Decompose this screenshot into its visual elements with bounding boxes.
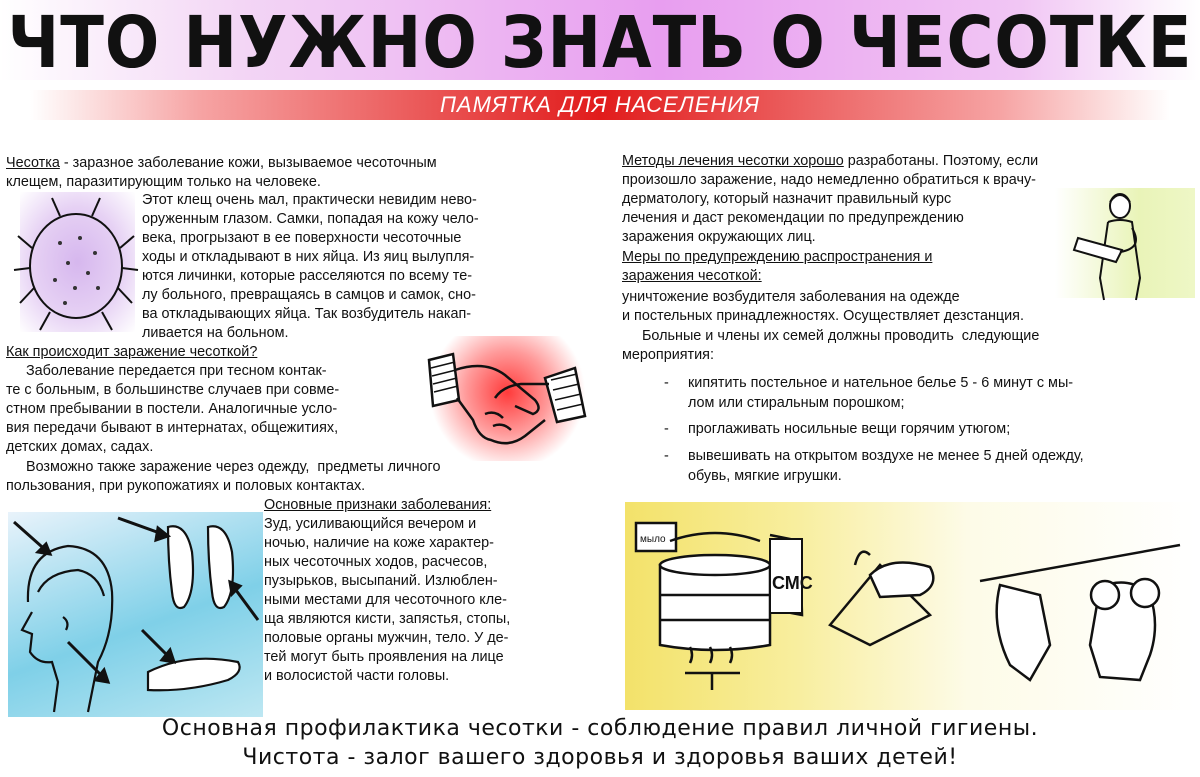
signs-text-8: тей могут быть проявления на лице (264, 649, 504, 665)
signs-text-3: ных чесоточных ходов, расчесов, (264, 554, 488, 570)
list-dash-1: - (664, 375, 669, 391)
prevention-heading-2: заражения чесоткой: (622, 268, 762, 284)
infection-text-3: стном пребывании в постели. Аналогичные усло- (6, 401, 338, 417)
mite-text-3: века, прогрызают в ее поверхности чесоточные (142, 230, 462, 246)
prevention-text-1: уничтожение возбудителя заболевания на одежде (622, 289, 960, 305)
methods-text-4: заражения окружающих лиц. (622, 229, 816, 245)
footer-line-1: Основная профилактика чесотки - соблюдение правил личной гигиены. (161, 716, 1039, 741)
list-item-2: проглаживать носильные вещи горячим утюгом; (688, 421, 1011, 437)
methods-rest: разработаны. Поэтому, если (843, 153, 1039, 169)
infection-text-4: вия передачи бывают в интернатах, общежитиях, (6, 420, 339, 436)
signs-text-5: ными местами для чесоточного кле- (264, 592, 507, 608)
prevention-text-2: и постельных принадлежностях. Осуществляет дезстанция. (622, 308, 1024, 324)
methods-text-3: лечения и даст рекомендации по предупреждению (622, 210, 964, 226)
list-item-3a: вывешивать на открытом воздухе не менее 5 дней одежду, (688, 448, 1084, 464)
page-title: ЧТО НУЖНО ЗНАТЬ О ЧЕСОТКЕ (7, 2, 1193, 85)
infection-text-1: Заболевание передается при тесном контак- (6, 363, 327, 379)
mite-text-2: оруженным глазом. Самки, попадая на кожу чело- (142, 211, 479, 227)
list-dash-3: - (664, 448, 669, 464)
doctor-icon (1070, 188, 1190, 303)
list-dash-2: - (664, 421, 669, 437)
infection-heading: Как происходит заражение чесоткой? (6, 344, 258, 360)
list-item-3b: обувь, мягкие игрушки. (688, 468, 842, 484)
page-subtitle: ПАМЯТКА ДЛЯ НАСЕЛЕНИЯ (439, 92, 761, 117)
methods-line-1 (622, 152, 1038, 171)
body-signs-icon (8, 512, 263, 717)
signs-text-1: Зуд, усиливающийся вечером и (264, 516, 477, 532)
intro-term: Чесотка (6, 155, 60, 171)
signs-text-6: ща являются кисти, запястья, стопы, (264, 611, 511, 627)
infection-text-2: те с больным, в большинстве случаев при совме- (6, 382, 340, 398)
footer-line-2: Чистота - залог вашего здоровья и здоровья ваших детей! (242, 745, 958, 770)
signs-text-9: и волосистой части головы. (264, 668, 450, 684)
detergent-label: СМС (772, 573, 813, 593)
soap-box-label: мыло (640, 534, 666, 545)
mite-text-7: ва откладывающих яйца. Так возбудитель накап- (142, 306, 472, 322)
list-item-1b: лом или стиральным порошком; (688, 395, 905, 411)
infection-text-6: Возможно также заражение через одежду, предметы личного (6, 459, 441, 475)
intro-rest: - заразное заболевание кожи, вызываемое чесоточным (59, 155, 437, 171)
mite-text-8: ливается на больном. (142, 325, 289, 341)
mite-icon (10, 188, 140, 338)
signs-heading: Основные признаки заболевания: (264, 497, 492, 513)
signs-text-4: пузырьков, высыпаний. Излюблен- (264, 573, 498, 589)
infection-text-7: пользования, при рукопожатиях и половых контактах. (6, 478, 366, 494)
prevention-text-3: Больные и члены их семей должны проводить следующие (622, 328, 1040, 344)
prevention-heading-1: Меры по предупреждению распространения и (622, 249, 933, 265)
subtitle-band (30, 90, 1170, 120)
signs-text-7: половые органы мужчин, тело. У де- (264, 630, 509, 646)
mite-text-1: Этот клещ очень мал, практически невидим нево- (142, 192, 477, 208)
infection-text-5: детских домах, садах. (6, 439, 154, 455)
mite-text-6: лу больного, превращаясь в самцов и самок, сно- (142, 287, 476, 303)
methods-text-1: произошло заражение, надо немедленно обратиться к врачу- (622, 172, 1036, 188)
handshake-icon (425, 340, 590, 460)
mite-text-5: ются личинки, которые расселяются по всему те- (142, 268, 473, 284)
hygiene-icons (630, 505, 1190, 705)
intro-line-2: клещем, паразитирующим только на человеке. (6, 174, 321, 190)
list-item-1a: кипятить постельное и нательное белье 5 - 6 минут с мы- (688, 375, 1074, 391)
mite-text-4: ходы и откладывают в них яйца. Из яиц вылупля- (142, 249, 475, 265)
intro-line-1 (6, 154, 437, 173)
methods-text-2: дерматологу, который назначит правильный курс (622, 191, 952, 207)
signs-text-2: ночью, наличие на коже характер- (264, 535, 494, 551)
methods-underlined: Методы лечения чесотки хорошо (622, 153, 844, 169)
prevention-text-4: мероприятия: (622, 347, 714, 363)
